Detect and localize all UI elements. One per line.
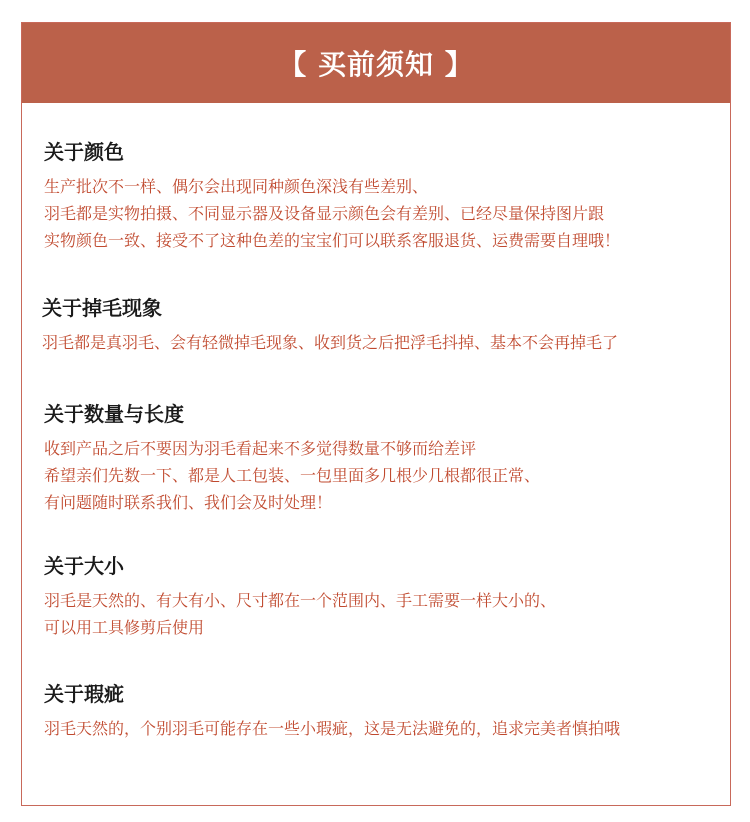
section-size — [44, 553, 556, 641]
section-text-line: 羽毛都是真羽毛、会有轻微掉毛现象、收到货之后把浮毛抖掉、基本不会再掉毛了 — [42, 333, 619, 352]
section-title-flaws: 关于瑕疵 — [44, 682, 124, 706]
section-text-line: 羽毛是天然的、有大有小、尺寸都在一个范围内、手工需要一样大小的、 — [44, 591, 557, 610]
section-title-quantity: 关于数量与长度 — [44, 402, 184, 426]
section-flaws — [44, 681, 620, 742]
section-text-line: 有问题随时联系我们、我们会及时处理！ — [44, 493, 333, 512]
section-text-line: 实物颜色一致、接受不了这种色差的宝宝们可以联系客服退货、运费需要自理哦！ — [44, 231, 621, 250]
section-quantity — [44, 401, 540, 516]
section-shedding — [42, 295, 618, 356]
section-text-line: 希望亲们先数一下、都是人工包装、一包里面多几根少几根都很正常、 — [44, 466, 541, 485]
section-text-line: 羽毛天然的，个别羽毛可能存在一些小瑕疵，这是无法避免的，追求完美者慎拍哦 — [44, 719, 621, 738]
notice-card — [21, 22, 731, 806]
section-title-color: 关于颜色 — [44, 140, 124, 164]
page-title: 【 买前须知 】 — [278, 48, 474, 81]
section-text-line: 羽毛都是实物拍摄、不同显示器及设备显示颜色会有差别、已经尽量保持图片跟 — [44, 204, 605, 223]
section-text-line: 生产批次不一样、偶尔会出现同种颜色深浅有些差别、 — [44, 177, 429, 196]
section-color — [44, 139, 620, 254]
section-text-line: 可以用工具修剪后使用 — [44, 618, 205, 637]
section-text-line: 收到产品之后不要因为羽毛看起来不多觉得数量不够而给差评 — [44, 439, 477, 458]
section-title-size: 关于大小 — [44, 554, 124, 578]
section-title-shedding: 关于掉毛现象 — [42, 296, 162, 320]
header-banner — [22, 23, 730, 103]
